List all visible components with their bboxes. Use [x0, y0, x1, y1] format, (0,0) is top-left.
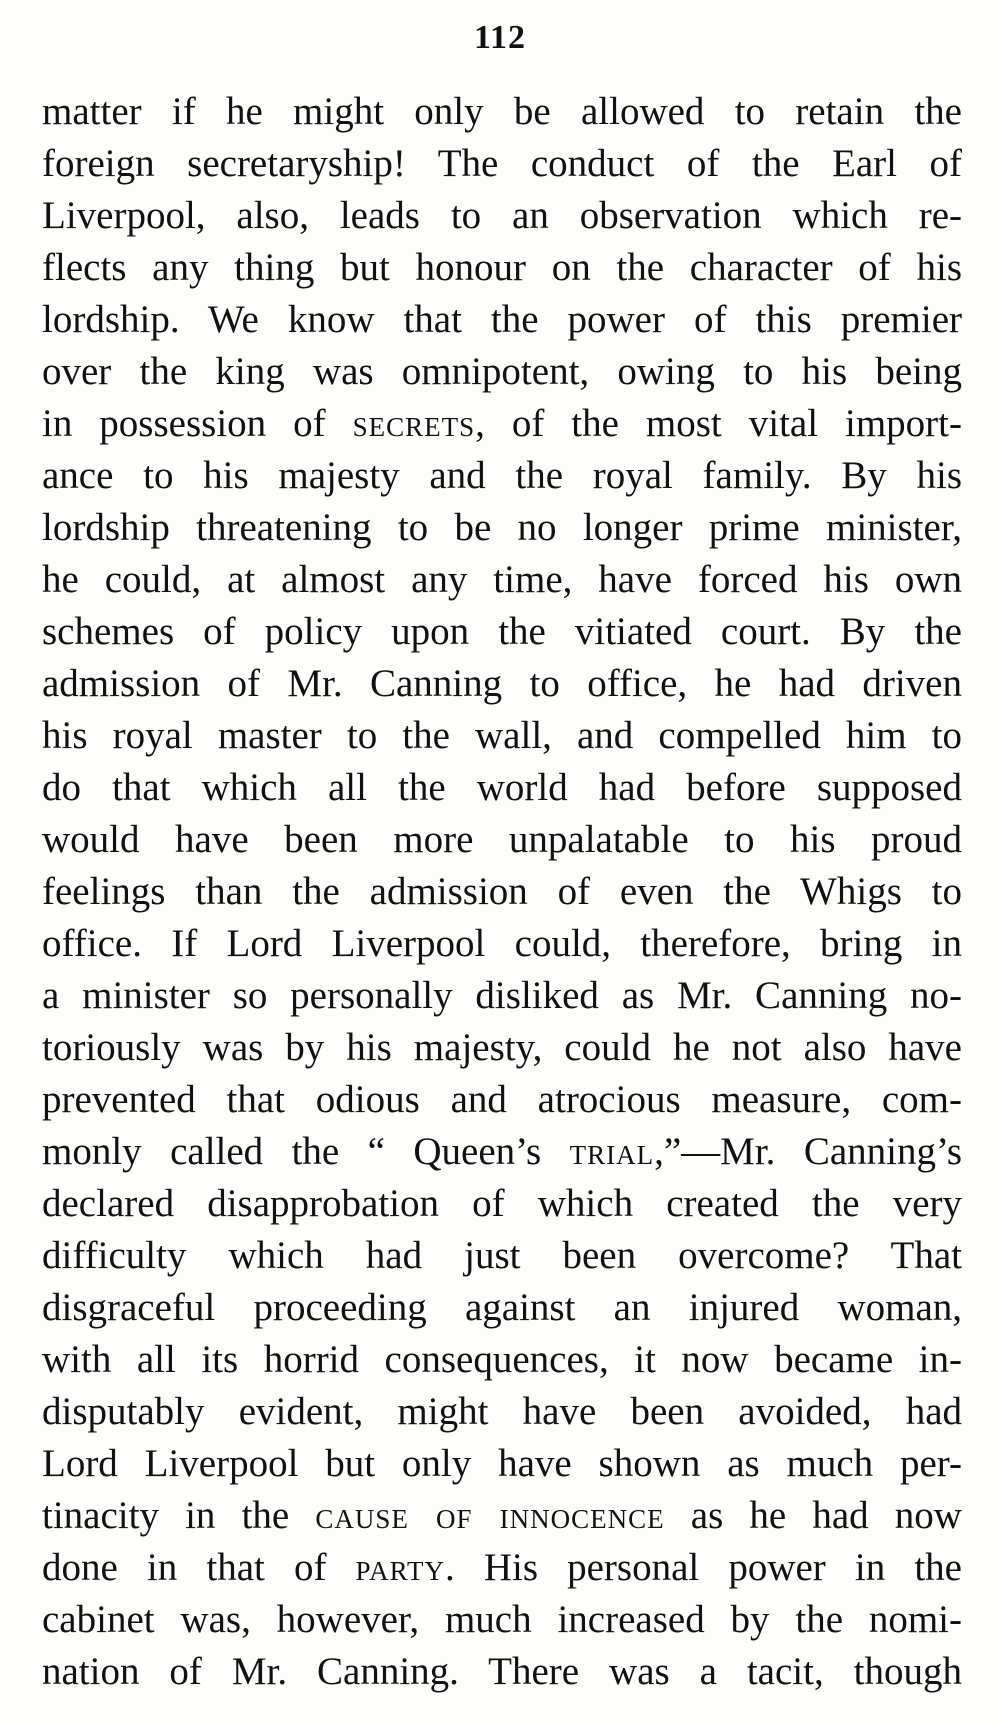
text-line: he could, at almost any time, have forced his own — [42, 558, 962, 601]
text-line: monly called the “ Queen’s trial,”—Mr. Canning’s — [42, 1130, 963, 1173]
text-line: do that which all the world had before supposed — [42, 766, 962, 809]
text-line: lordship threatening to be no longer prime minister, — [42, 506, 962, 549]
text-line: cabinet was, however, much increased by the nomi- — [42, 1598, 962, 1641]
small-caps-cause-of-innocence: cause of innocence — [315, 1494, 665, 1537]
text-line: disgraceful proceeding against an injured woman, — [42, 1286, 962, 1329]
text-line: prevented that odious and atrocious measure, com- — [42, 1078, 962, 1121]
text-line: would have been more unpalatable to his proud — [42, 818, 962, 861]
text-line: a minister so personally disliked as Mr. Canning no- — [42, 974, 962, 1017]
text-line: done in that of party. His personal power in the — [42, 1546, 962, 1589]
text-line: ance to his majesty and the royal family. By his — [42, 454, 962, 497]
text-line: flects any thing but honour on the character of his — [42, 246, 962, 289]
text-line: difficulty which had just been overcome? That — [42, 1234, 962, 1277]
text-line: admission of Mr. Canning to office, he had driven — [42, 662, 962, 705]
text-line: Lord Liverpool but only have shown as much per- — [42, 1442, 962, 1485]
text-line: nation of Mr. Canning. There was a tacit, though — [42, 1650, 962, 1693]
text-line: Liverpool, also, leads to an observation which re- — [42, 194, 962, 237]
small-caps-secrets: secrets — [352, 402, 476, 445]
text-line: office. If Lord Liverpool could, therefore, bring in — [42, 922, 962, 965]
page-number: 112 — [473, 19, 527, 56]
body-text — [42, 86, 962, 1698]
text-line: over the king was omnipotent, owing to his being — [42, 350, 962, 393]
text-line: feelings than the admission of even the Whigs to — [42, 870, 962, 913]
small-caps-trial: trial — [569, 1130, 655, 1173]
text-line: matter if he might only be allowed to retain the — [42, 90, 962, 133]
text-line: tinacity in the cause of innocence as he had now — [42, 1494, 962, 1537]
text-line: his royal master to the wall, and compelled him to — [42, 714, 962, 757]
text-line: disputably evident, might have been avoided, had — [42, 1390, 962, 1433]
small-caps-party: party — [355, 1546, 445, 1589]
text-line: schemes of policy upon the vitiated court. By the — [42, 610, 962, 653]
text-line: with all its horrid consequences, it now became in- — [42, 1338, 962, 1381]
text-line: in possession of secrets, of the most vital import- — [42, 402, 962, 445]
text-line: toriously was by his majesty, could he not also have — [42, 1026, 962, 1069]
text-line: declared disapprobation of which created the very — [42, 1182, 962, 1225]
text-line: foreign secretaryship! The conduct of the Earl of — [42, 142, 962, 185]
text-line: lordship. We know that the power of this premier — [42, 298, 962, 341]
